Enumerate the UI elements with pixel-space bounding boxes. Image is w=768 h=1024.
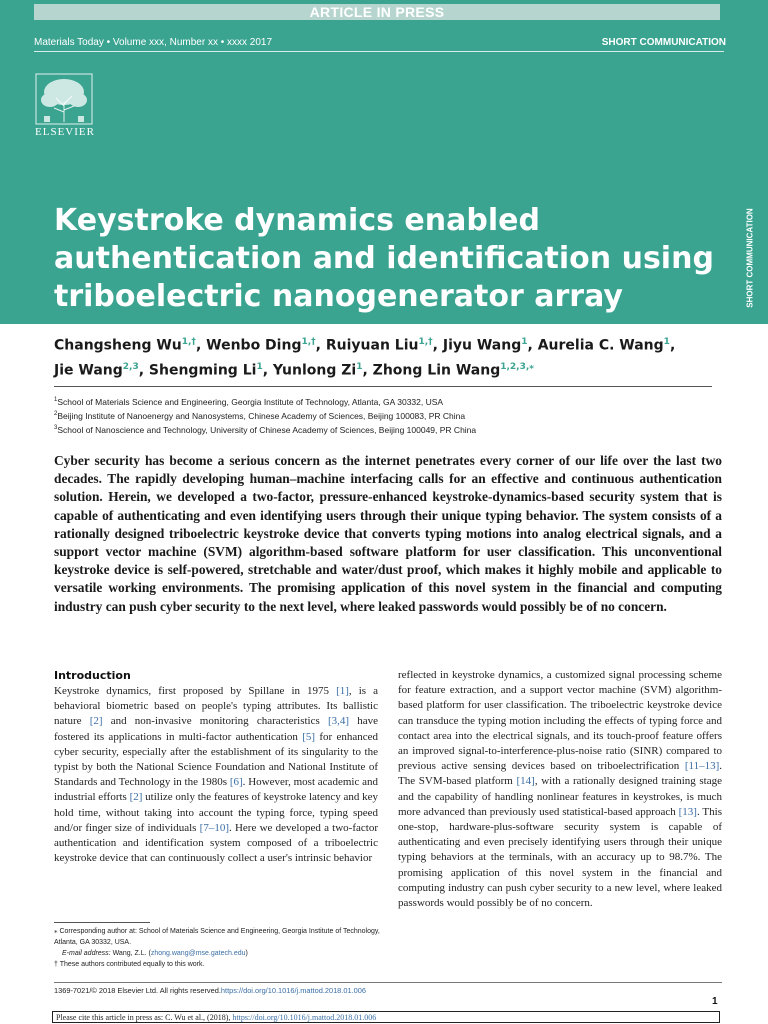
email-label: E-mail address:	[62, 950, 111, 957]
footnote-corresponding: ⁎ Corresponding author at: School of Materials Science and Engineering, Georgia Institute of Technology, Atlanta, GA 30332, USA.	[54, 928, 380, 946]
citation-doi-link[interactable]: https://doi.org/10.1016/j.mattod.2018.01.006	[232, 1013, 377, 1022]
reference-link[interactable]: [1]	[336, 685, 349, 697]
reference-link[interactable]: [2]	[89, 715, 103, 728]
page-number: 1	[712, 996, 718, 1007]
citation-box	[52, 1011, 720, 1023]
author-name: Zhong Lin Wang	[372, 362, 501, 379]
email-close: )	[245, 950, 248, 957]
author-name: Jiyu Wang	[442, 337, 522, 354]
author-name: Aurelia C. Wang	[537, 337, 664, 354]
section-label: SHORT COMMUNICATION	[601, 37, 726, 48]
body-column-left	[54, 684, 378, 866]
reference-link[interactable]: [6]	[229, 776, 243, 789]
body-column-right	[398, 668, 722, 911]
side-label-tab	[732, 188, 768, 328]
side-label-text: SHORT COMMUNICATION	[745, 208, 755, 308]
body-text: and non-invasive monitoring characteristics	[102, 715, 328, 728]
author-affiliation-marker[interactable]: 1,2,3,⁎	[500, 361, 534, 372]
footnote-email	[54, 948, 380, 959]
footnote-rule	[54, 922, 150, 923]
body-text: , is a behavioral biometric based on people's typing attributes. Its ballistic nature	[54, 685, 378, 728]
author-name: Jie Wang	[54, 362, 123, 379]
authors-rule	[54, 386, 712, 387]
email-link[interactable]: zhong.wang@mse.gatech.edu	[150, 950, 246, 957]
body-text: . Here we developed a two-factor authentication and identification system composed of a triboelectric keystroke device that can continuously collect a user's intrinsic behavior	[54, 821, 378, 865]
author-line-2: Jie Wang$^{2,3}$, Shengming Li$^1$, Yunlong Zi$^1$, Zhong Lin Wang$^{1,2,3,⁎}$	[54, 361, 534, 379]
affiliation-item	[54, 408, 714, 422]
body-text: reflected in keystroke dynamics, a customized signal processing scheme for feature extraction, and a support vector machine (SVM) algorithm-based platform for user classification. The triboelectric keystroke device can transduce the typing motion including the effects of typing force and contact area into the electrical signals, and its touch-proof feature offers an improved signal-to-interference-plus-noise ratio (SINR) compared to previous active sensing devices based on triboelectrification	[398, 669, 722, 773]
affiliation-number: 3	[54, 424, 58, 431]
copyright-text: 1369-7021/© 2018 Elsevier Ltd. All rights reserved.	[54, 986, 221, 995]
affiliation-number: 2	[54, 410, 58, 417]
author-name: Wenbo Ding	[206, 337, 302, 354]
reference-link[interactable]: [13]	[678, 805, 697, 818]
author-affiliation-marker[interactable]: 1,†	[181, 337, 196, 347]
author-name: Changsheng Wu	[54, 337, 182, 354]
body-text: have fostered its applications in multi-factor authentication	[54, 715, 379, 743]
copyright-line	[54, 986, 366, 995]
body-text: utilize only the features of keystroke latency and key hold time, without taking into account the typing force, typing speed and/or finger size of individuals	[54, 791, 379, 834]
author-name: Shengming Li	[148, 362, 257, 379]
author-name: Ruiyuan Liu	[325, 337, 419, 354]
journal-line: Materials Today • Volume xxx, Number xx • xxxx 2017	[34, 37, 273, 48]
footer-rule	[54, 982, 722, 983]
author-affiliation-marker[interactable]: 2,3	[122, 361, 139, 372]
body-text: Keystroke dynamics, first proposed by Spillane in 1975	[54, 685, 337, 697]
header-rule	[34, 51, 724, 52]
affiliation-number: 1	[54, 397, 58, 403]
reference-link[interactable]: [3,4]	[327, 715, 350, 728]
publisher-name: ELSEVIER	[35, 126, 95, 138]
body-text: for enhanced cyber security, especially after the establishment of its singularity to the typist by both the National Science Foundation and National Institute of Standards and Technology in the 1980s	[54, 730, 378, 789]
author-list	[54, 332, 724, 381]
article-in-press-banner: ARTICLE IN PRESS	[34, 4, 720, 20]
affiliation-text: School of Materials Science and Engineering, Georgia Institute of Technology, Atlanta, GA 30332, USA	[57, 396, 444, 407]
author-affiliation-marker[interactable]: 1	[663, 337, 670, 347]
reference-link[interactable]: [5]	[302, 730, 316, 743]
author-affiliation-marker[interactable]: 1,†	[418, 337, 433, 347]
body-text: . The SVM-based platform	[398, 760, 722, 788]
section-heading-introduction: Introduction	[54, 669, 131, 682]
affiliation-item	[54, 394, 714, 408]
footnotes	[54, 926, 380, 970]
author-name: Yunlong Zi	[272, 362, 357, 379]
reference-link[interactable]: [14]	[516, 775, 535, 788]
body-text: , with a rationally designed training stage and the capability of handling nonlinear features in keystrokes, is much more advanced than previously used statistical-based approach	[398, 775, 723, 818]
email-name: Wang, Z.L. (	[110, 950, 151, 957]
affiliation-text: Beijing Institute of Nanoenergy and Nanosystems, Chinese Academy of Sciences, Beijing 100083, PR China	[57, 410, 466, 421]
doi-link[interactable]: https://doi.org/10.1016/j.mattod.2018.01.006	[220, 986, 366, 995]
reference-link[interactable]: [11–13]	[684, 760, 720, 773]
abstract: Cyber security has become a serious concern as the internet penetrates every corner of our life over the last two decades. The rapidly developing human–machine interfacing calls for an effective and continuous authentication solution. Herein, we developed a two-factor, pressure-enhanced keystroke-dynamics-based security system that is capable of authenticating and even identifying users through their unique typing behavior. The system consists of a rationally designed triboelectric keystroke device that converts typing motions into analog electrical signals, and a support vector machine (SVM) algorithm-based software platform for user classification. This unconventional keystroke device is self-powered, stretchable and water/dust proof, which makes it highly mobile and applicable to versatile working environments. The promising application of this novel system in the financial and computing industry can push cyber security to the next level, where leaked passwords would possibly be of no concern.	[54, 453, 722, 614]
article-title: Keystroke dynamics enabled authentication and identification using triboelectric nanogenerator array	[54, 203, 714, 314]
affiliations	[54, 394, 714, 435]
author-affiliation-marker[interactable]: 1	[356, 361, 363, 372]
footnote-equal: † These authors contributed equally to this work.	[54, 961, 205, 968]
author-affiliation-marker[interactable]: 1	[521, 337, 528, 347]
body-text: . This one-stop, hardware-plus-software security system is capable of authenticating and even precisely identifying users through their unique typing behaviors at the terminals, with an accuracy up to 98.7%. The promising application of this novel system in the financial and computing industry can push cyber security to a new level, where leaked passwords would possibly be of no concern.	[398, 805, 722, 910]
reference-link[interactable]: [7–10]	[199, 821, 229, 834]
author-affiliation-marker[interactable]: 1,†	[301, 337, 316, 347]
author-affiliation-marker[interactable]: 1	[256, 361, 263, 372]
citation-text: Please cite this article in press as: C. Wu et al., (2018),	[56, 1013, 233, 1022]
affiliation-text: School of Nanoscience and Technology, University of Chinese Academy of Sciences, Beijing 100049, PR China	[57, 424, 477, 435]
body-text: . However, most academic and industrial efforts	[54, 776, 378, 804]
author-line-1: Changsheng $Wu^{1,\dagger}$, Wenbo Ding$^{1,\dagger}$, Ruiyuan Liu$^{1,\dagger}$, Jiyu Wang$^1$, Aurelia C. Wang$^1$,	[54, 337, 676, 354]
affiliation-item	[54, 422, 714, 436]
reference-link[interactable]: [2]	[129, 791, 143, 804]
